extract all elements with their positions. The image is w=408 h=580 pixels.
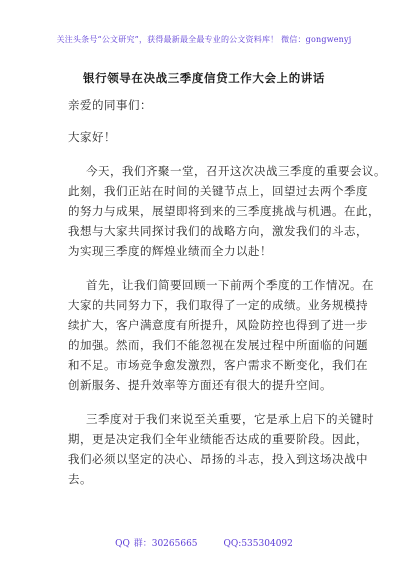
paragraph-1-line-2: 此刻，我们正站在时间的关键节点上，回望过去两个季度 — [68, 184, 368, 198]
paragraph-3-line-4: 去。 — [68, 472, 92, 486]
paragraph-3-line-1: 三季度对于我们来说至关重要，它是承上启下的关键时 — [86, 412, 374, 426]
salutation: 亲爱的同事们： — [68, 98, 152, 112]
document-title: 银行领导在决战三季度信贷工作大会上的讲话 — [83, 71, 325, 85]
paragraph-2-line-1: 首先，让我们简要回顾一下前两个季度的工作情况。在 — [86, 278, 374, 292]
paragraph-2-line-4: 的加强。然而，我们不能忽视在发展过程中所面临的问题 — [68, 338, 368, 352]
greeting: 大家好！ — [68, 130, 116, 144]
footer-qq: QQ:535304092 — [223, 539, 293, 549]
paragraph-2-line-2: 大家的共同努力下，我们取得了一定的成绩。业务规模持 — [68, 298, 368, 312]
paragraph-1-line-1: 今天，我们齐聚一堂，召开这次决战三季度的重要会议。 — [86, 164, 386, 178]
paragraph-2-line-5: 和不足。市场竞争愈发激烈，客户需求不断变化，我们在 — [68, 358, 368, 372]
paragraph-1-line-3: 的努力与成果，展望即将到来的三季度挑战与机遇。在此， — [68, 204, 380, 218]
paragraph-3-line-3: 我们必须以坚定的决心、昂扬的斗志，投入到这场决战中 — [68, 452, 368, 466]
paragraph-2-line-6: 创新服务、提升效率等方面还有很大的提升空间。 — [68, 378, 332, 392]
paragraph-1-line-4: 我想与大家共同探讨我们的战略方向，激发我们的斗志， — [68, 224, 368, 238]
paragraph-3-line-2: 期，更是决定我们全年业绩能否达成的重要阶段。因此， — [68, 432, 368, 446]
paragraph-2-line-3: 续扩大，客户满意度有所提升，风险防控也得到了进一步 — [68, 318, 368, 332]
paragraph-1-line-5: 为实现三季度的辉煌业绩而全力以赴！ — [68, 244, 272, 258]
footer-contacts — [0, 536, 408, 549]
header-notice[interactable]: 关注头条号“公文研究”，获得最新最全最专业的公文资料库！ 微信：gongwenyj — [56, 35, 352, 44]
footer-qq-group: QQ 群：30265665 — [115, 539, 198, 549]
